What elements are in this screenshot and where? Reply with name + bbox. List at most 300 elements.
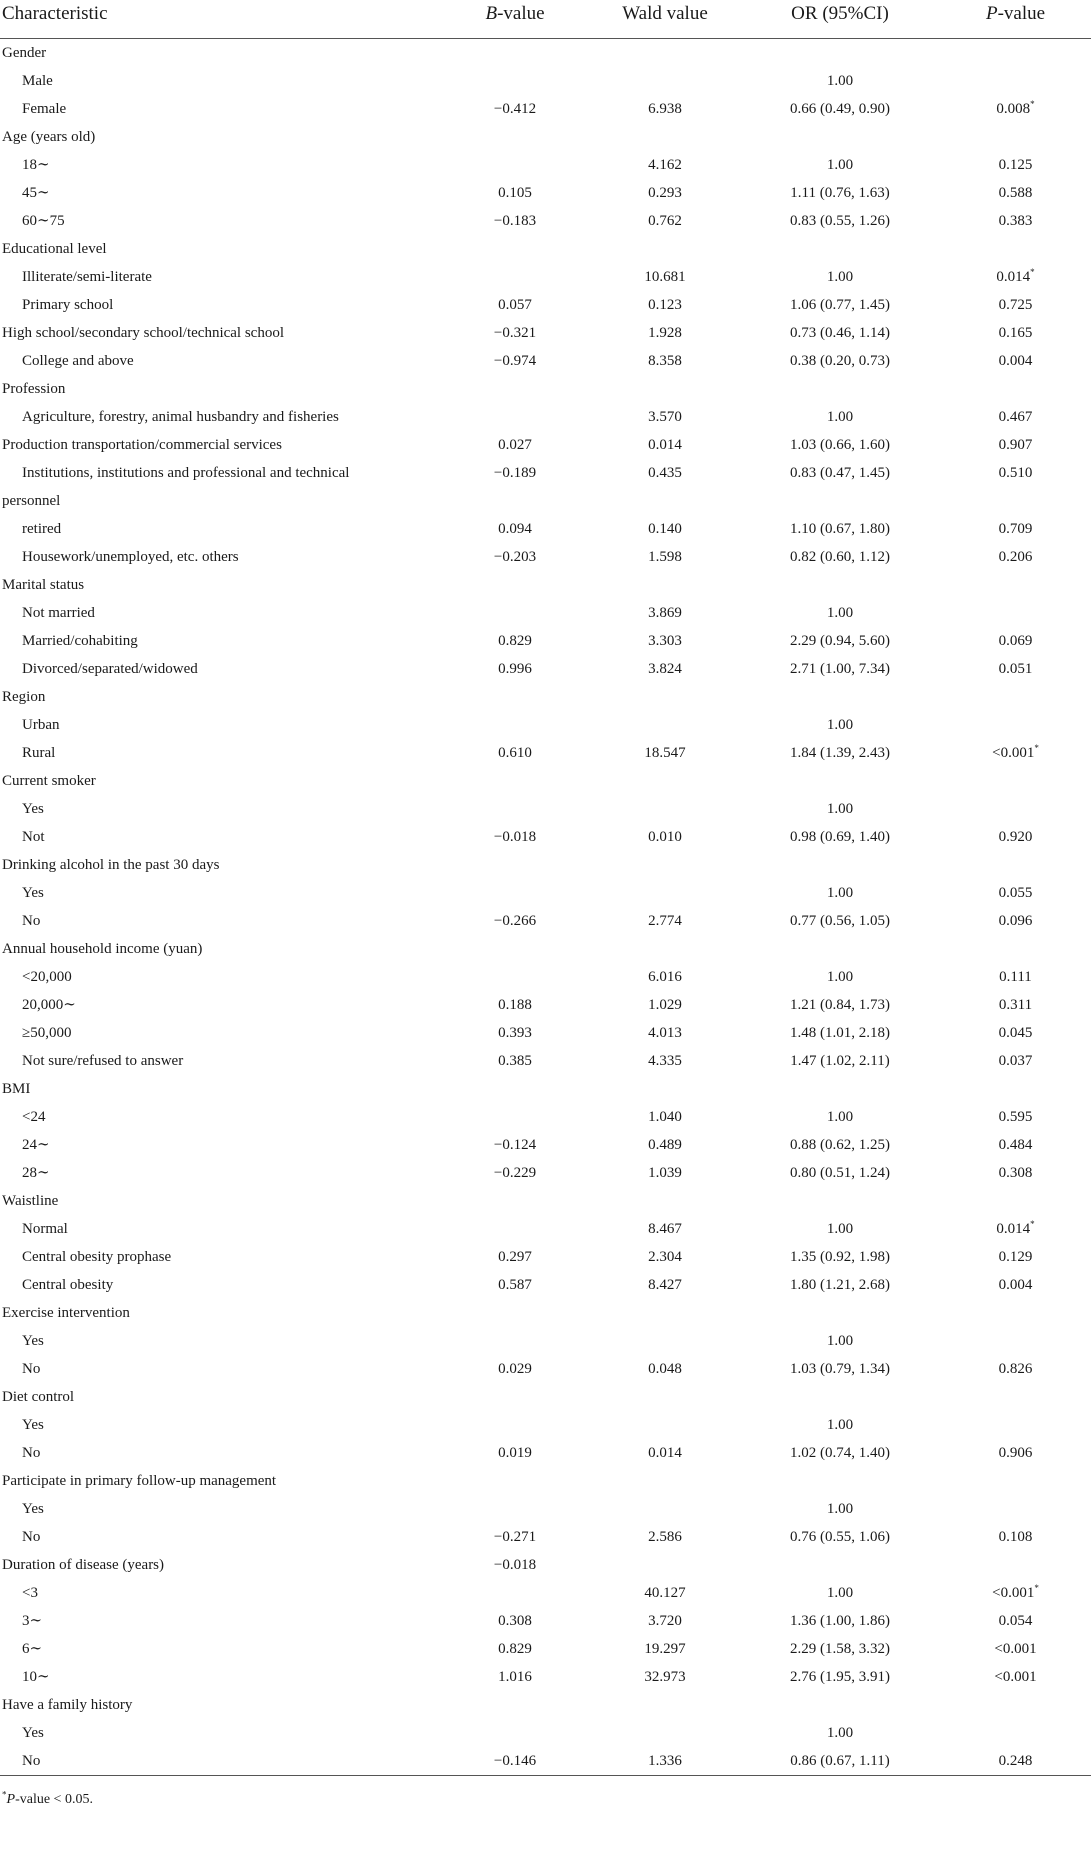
cell-p-value [940,1299,1091,1327]
cell-or-ci-text: 0.80 (0.51, 1.24) [790,1165,890,1181]
cell-p-value [940,963,1091,991]
cell-b-value-text: 0.610 [498,745,532,761]
cell-b-value [440,879,590,907]
table-row [0,291,1091,319]
cell-characteristic-text: 45∼ [22,185,50,201]
cell-or-ci [740,963,940,991]
cell-wald-value [590,991,740,1019]
cell-b-value-text: 0.996 [498,661,532,677]
cell-wald-value [590,151,740,179]
cell-wald-value [590,1355,740,1383]
cell-b-value [440,291,590,319]
cell-characteristic-text: Have a family history [2,1697,133,1713]
cell-wald-value [590,1719,740,1747]
cell-characteristic [0,67,440,95]
table-row [0,879,1091,907]
cell-p-value [940,431,1091,459]
cell-or-ci [740,935,940,963]
cell-b-value-text: −0.229 [493,1165,537,1181]
cell-or-ci [740,767,940,795]
table-row [0,67,1091,95]
cell-characteristic [0,1159,440,1187]
cell-p-value-text: 0.055 [998,885,1033,901]
cell-wald-value [590,1607,740,1635]
table-row [0,459,1091,487]
cell-wald-value [590,1439,740,1467]
cell-b-value [440,683,590,711]
table-row [0,599,1091,627]
cell-p-value-text: 0.045 [998,1025,1033,1041]
cell-wald-value-text: 3.824 [648,661,682,677]
cell-or-ci [740,543,940,571]
cell-p-value [940,1215,1091,1243]
cell-or-ci [740,1747,940,1776]
table-row [0,1355,1091,1383]
cell-or-ci [740,431,940,459]
cell-characteristic [0,1467,440,1495]
cell-p-value-text: 0.248 [998,1753,1033,1769]
cell-b-value-text: 0.105 [498,185,532,201]
table-body [0,39,1091,1776]
cell-or-ci [740,1439,940,1467]
cell-b-value [440,655,590,683]
cell-characteristic-text: High school/secondary school/technical school [2,325,285,341]
cell-or-ci-text: 1.00 [826,1585,854,1601]
cell-or-ci-text: 1.02 (0.74, 1.40) [790,1445,890,1461]
cell-b-value [440,1411,590,1439]
cell-p-value [940,795,1091,823]
cell-characteristic [0,795,440,823]
cell-wald-value-text: 32.973 [644,1669,686,1685]
cell-p-value [940,95,1091,123]
cell-wald-value [590,851,740,879]
cell-p-value [940,851,1091,879]
cell-or-ci-text: 1.00 [826,969,854,985]
cell-b-value [440,1271,590,1299]
cell-or-ci [740,1719,940,1747]
cell-characteristic [0,319,440,347]
table-row [0,1271,1091,1299]
cell-b-value [440,599,590,627]
table-row [0,935,1091,963]
cell-wald-value [590,655,740,683]
cell-or-ci [740,599,940,627]
cell-p-value-text: 0.129 [998,1249,1033,1265]
cell-or-ci [740,263,940,291]
table-row [0,1607,1091,1635]
cell-characteristic-text: Institutions, institutions and professional and technical [22,465,350,481]
cell-characteristic [0,347,440,375]
cell-characteristic-text: 10∼ [22,1669,50,1685]
cell-wald-value-text: 4.335 [648,1053,682,1069]
cell-wald-value [590,599,740,627]
table-row [0,543,1091,571]
cell-wald-value [590,263,740,291]
cell-b-value [440,711,590,739]
cell-wald-value [590,1691,740,1719]
cell-p-value [940,655,1091,683]
cell-or-ci [740,1579,940,1607]
cell-wald-value [590,907,740,935]
cell-characteristic [0,487,440,515]
cell-wald-value [590,1747,740,1776]
cell-b-value-text: −0.412 [493,101,537,117]
cell-characteristic [0,991,440,1019]
cell-wald-value [590,571,740,599]
cell-b-value-text: 0.019 [498,1445,532,1461]
cell-characteristic-text: <20,000 [22,969,72,985]
cell-or-ci [740,39,940,68]
cell-characteristic [0,655,440,683]
cell-b-value [440,543,590,571]
cell-characteristic [0,1579,440,1607]
cell-characteristic-text: Not married [22,605,95,621]
cell-characteristic-text: Drinking alcohol in the past 30 days [2,857,220,873]
cell-b-value-text: 0.829 [498,1641,532,1657]
cell-or-ci-text: 2.76 (1.95, 3.91) [790,1669,890,1685]
cell-or-ci [740,235,940,263]
cell-b-value [440,935,590,963]
cell-or-ci [740,851,940,879]
cell-b-value [440,515,590,543]
cell-or-ci-text: 0.86 (0.67, 1.11) [790,1753,890,1769]
table-row [0,1047,1091,1075]
cell-p-value [940,1467,1091,1495]
cell-or-ci [740,1271,940,1299]
cell-p-value [940,1663,1091,1691]
cell-wald-value-text: 3.570 [648,409,682,425]
cell-or-ci-text: 0.77 (0.56, 1.05) [790,913,890,929]
cell-characteristic [0,403,440,431]
cell-wald-value [590,1495,740,1523]
table-row [0,1243,1091,1271]
cell-wald-value-text: 0.489 [648,1137,682,1153]
cell-p-value-text: 0.069 [998,633,1033,649]
cell-characteristic [0,1299,440,1327]
cell-wald-value [590,1383,740,1411]
footnote-p-italic: P [6,1792,16,1807]
cell-b-value-text: −0.271 [493,1529,537,1545]
cell-p-value-text: 0.588 [998,185,1033,201]
cell-characteristic [0,767,440,795]
cell-or-ci-text: 1.35 (0.92, 1.98) [790,1249,890,1265]
cell-or-ci [740,1551,940,1579]
cell-wald-value-text: 0.010 [648,829,682,845]
cell-p-value [940,1579,1091,1607]
cell-characteristic [0,683,440,711]
cell-or-ci [740,1635,940,1663]
table-header [0,0,1091,39]
cell-p-value [940,1131,1091,1159]
cell-wald-value-text: 0.140 [648,521,682,537]
cell-characteristic-text: Profession [2,381,66,397]
cell-b-value [440,1551,590,1579]
cell-p-value-text: 0.206 [998,549,1033,565]
table-row [0,711,1091,739]
cell-p-value [940,1271,1091,1299]
cell-characteristic [0,627,440,655]
cell-or-ci-text: 0.66 (0.49, 0.90) [790,101,890,117]
cell-b-value [440,767,590,795]
cell-b-value [440,1215,590,1243]
table-row [0,207,1091,235]
cell-wald-value-text: 1.928 [648,325,682,341]
cell-characteristic-text: 60∼75 [22,213,65,229]
table-row [0,1411,1091,1439]
cell-or-ci-text: 0.98 (0.69, 1.40) [790,829,890,845]
cell-b-value-text: −0.183 [493,213,537,229]
cell-b-value-text: 0.027 [498,437,532,453]
cell-characteristic-text: Yes [22,1417,44,1433]
cell-wald-value [590,1579,740,1607]
cell-characteristic-text: Annual household income (yuan) [2,941,203,957]
cell-characteristic [0,1383,440,1411]
cell-b-value [440,1439,590,1467]
cell-or-ci-text: 0.88 (0.62, 1.25) [790,1137,890,1153]
cell-characteristic-text: Not [22,829,45,845]
cell-or-ci-text: 1.00 [826,73,854,89]
cell-characteristic-text: No [22,913,41,929]
cell-or-ci [740,291,940,319]
table-row [0,1439,1091,1467]
cell-characteristic-text: <24 [22,1109,46,1125]
cell-b-value [440,1075,590,1103]
cell-wald-value [590,739,740,767]
cell-p-value [940,739,1091,767]
cell-b-value [440,207,590,235]
cell-wald-value [590,1019,740,1047]
cell-p-value-text: 0.920 [998,829,1033,845]
cell-wald-value [590,459,740,487]
cell-or-ci [740,1103,940,1131]
cell-characteristic [0,39,440,68]
cell-characteristic-text: Agriculture, forestry, animal husbandry and fisheries [22,409,339,425]
cell-characteristic [0,963,440,991]
cell-b-value [440,1299,590,1327]
cell-characteristic [0,1019,440,1047]
cell-b-value [440,319,590,347]
cell-wald-value-text: 3.869 [648,605,682,621]
cell-characteristic-text: Central obesity prophase [22,1249,172,1265]
cell-or-ci-text: 1.00 [826,269,854,285]
cell-or-ci [740,487,940,515]
table-row [0,1383,1091,1411]
cell-characteristic-text: College and above [22,353,134,369]
table-row [0,179,1091,207]
cell-or-ci-text: 0.83 (0.55, 1.26) [790,213,890,229]
cell-p-value-text: 0.484 [998,1137,1033,1153]
cell-b-value [440,795,590,823]
cell-or-ci-text: 1.00 [826,1221,854,1237]
cell-characteristic [0,739,440,767]
cell-b-value [440,1663,590,1691]
cell-b-value-text: 1.016 [498,1669,532,1685]
cell-p-value [940,599,1091,627]
cell-characteristic-text: 3∼ [22,1613,43,1629]
cell-characteristic-text: Gender [2,45,47,61]
cell-wald-value [590,403,740,431]
table-row [0,1327,1091,1355]
cell-characteristic [0,1523,440,1551]
cell-p-value-text: 0.467 [998,409,1033,425]
cell-wald-value-text: 8.358 [648,353,682,369]
cell-or-ci-text: 0.82 (0.60, 1.12) [790,549,890,565]
cell-b-value-text: 0.385 [498,1053,532,1069]
cell-b-value [440,1243,590,1271]
cell-p-value [940,67,1091,95]
cell-characteristic-text: No [22,1445,41,1461]
table-row [0,1551,1091,1579]
cell-characteristic-text: <3 [22,1585,38,1601]
cell-or-ci-text: 1.80 (1.21, 2.68) [790,1277,890,1293]
footnote-star: * [2,1789,7,1800]
cell-b-value [440,1327,590,1355]
cell-b-value-text: 0.029 [498,1361,532,1377]
cell-p-value [940,375,1091,403]
cell-characteristic [0,823,440,851]
cell-or-ci-text: 1.00 [826,801,854,817]
cell-or-ci-text: 0.83 (0.47, 1.45) [790,465,890,481]
cell-or-ci [740,403,940,431]
cell-p-value [940,907,1091,935]
cell-characteristic-text: Central obesity [22,1277,114,1293]
cell-characteristic [0,1187,440,1215]
cell-p-value-text: 0.004 [998,353,1033,369]
cell-p-value-text: 0.008 [996,101,1031,117]
cell-wald-value [590,627,740,655]
cell-characteristic-text: Yes [22,801,44,817]
cell-characteristic-text: Waistline [2,1193,59,1209]
cell-b-value [440,991,590,1019]
cell-or-ci-text: 1.21 (0.84, 1.73) [790,997,890,1013]
cell-or-ci-text: 1.48 (1.01, 2.18) [790,1025,890,1041]
cell-characteristic [0,907,440,935]
cell-b-value [440,1523,590,1551]
cell-characteristic-text: Participate in primary follow-up management [2,1473,277,1489]
cell-p-value-text: 0.125 [998,157,1033,173]
cell-or-ci-text: 0.76 (0.55, 1.06) [790,1529,890,1545]
cell-or-ci [740,823,940,851]
cell-characteristic [0,935,440,963]
cell-characteristic [0,95,440,123]
table-row [0,1103,1091,1131]
table-row [0,795,1091,823]
cell-wald-value-text: 1.336 [648,1753,682,1769]
cell-p-value [940,1439,1091,1467]
table-row [0,823,1091,851]
cell-characteristic [0,1131,440,1159]
cell-or-ci-text: 1.84 (1.39, 2.43) [790,745,890,761]
cell-characteristic [0,599,440,627]
cell-or-ci-text: 1.00 [826,1417,854,1433]
cell-or-ci-text: 1.00 [826,1109,854,1125]
cell-or-ci [740,1187,940,1215]
cell-p-value [940,1495,1091,1523]
cell-characteristic [0,179,440,207]
cell-wald-value-text: 18.547 [644,745,686,761]
cell-characteristic-text: 20,000∼ [22,997,76,1013]
table-row [0,403,1091,431]
cell-p-value-text: 0.096 [998,913,1033,929]
cell-or-ci [740,347,940,375]
cell-b-value [440,1495,590,1523]
cell-p-value-text: 0.595 [998,1109,1033,1125]
cell-characteristic-text: Yes [22,1501,44,1517]
cell-or-ci-text: 1.00 [826,157,854,173]
cell-b-value [440,851,590,879]
cell-b-value [440,1579,590,1607]
cell-characteristic [0,1495,440,1523]
table-row [0,235,1091,263]
cell-characteristic-text: Housework/unemployed, etc. others [22,549,239,565]
cell-or-ci [740,1131,940,1159]
table-row [0,319,1091,347]
cell-or-ci [740,1495,940,1523]
cell-b-value [440,235,590,263]
cell-wald-value [590,1523,740,1551]
table-row [0,1075,1091,1103]
cell-p-value [940,823,1091,851]
cell-characteristic [0,1719,440,1747]
cell-b-value-text: −0.146 [493,1753,537,1769]
cell-b-value [440,1131,590,1159]
table-row [0,767,1091,795]
cell-wald-value [590,767,740,795]
cell-characteristic-text: Duration of disease (years) [2,1557,165,1573]
header-b-italic: B [485,3,498,24]
cell-characteristic-text: personnel [2,493,61,509]
cell-or-ci [740,515,940,543]
cell-characteristic-text: No [22,1753,41,1769]
cell-or-ci-text: 1.00 [826,1333,854,1349]
cell-p-value [940,1159,1091,1187]
cell-characteristic [0,1747,440,1776]
cell-p-value [940,207,1091,235]
cell-wald-value [590,823,740,851]
cell-b-value [440,907,590,935]
cell-or-ci-text: 1.10 (0.67, 1.80) [790,521,890,537]
cell-wald-value [590,1663,740,1691]
cell-characteristic-text: Diet control [2,1389,75,1405]
cell-characteristic-text: Yes [22,1725,44,1741]
cell-p-value [940,1607,1091,1635]
cell-b-value-text: 0.188 [498,997,532,1013]
cell-wald-value [590,1131,740,1159]
cell-wald-value [590,1327,740,1355]
cell-b-value-text: 0.057 [498,297,532,313]
cell-wald-value-text: 3.720 [648,1613,682,1629]
cell-b-value [440,1103,590,1131]
cell-p-value [940,879,1091,907]
table-row [0,1691,1091,1719]
table-row [0,851,1091,879]
cell-or-ci-text: 1.03 (0.66, 1.60) [790,437,890,453]
cell-wald-value-text: 8.427 [648,1277,682,1293]
cell-characteristic-text: 28∼ [22,1165,50,1181]
cell-p-value-text: 0.014 [996,1221,1031,1237]
cell-p-value-text: 0.111 [999,969,1032,985]
cell-characteristic [0,1215,440,1243]
cell-b-value-text: −0.124 [493,1137,537,1153]
cell-or-ci-text: 1.00 [826,717,854,733]
cell-b-value [440,571,590,599]
cell-b-value-text: 0.297 [498,1249,532,1265]
table-row [0,1663,1091,1691]
cell-p-value [940,1103,1091,1131]
table-row [0,571,1091,599]
cell-characteristic [0,431,440,459]
cell-b-value [440,431,590,459]
